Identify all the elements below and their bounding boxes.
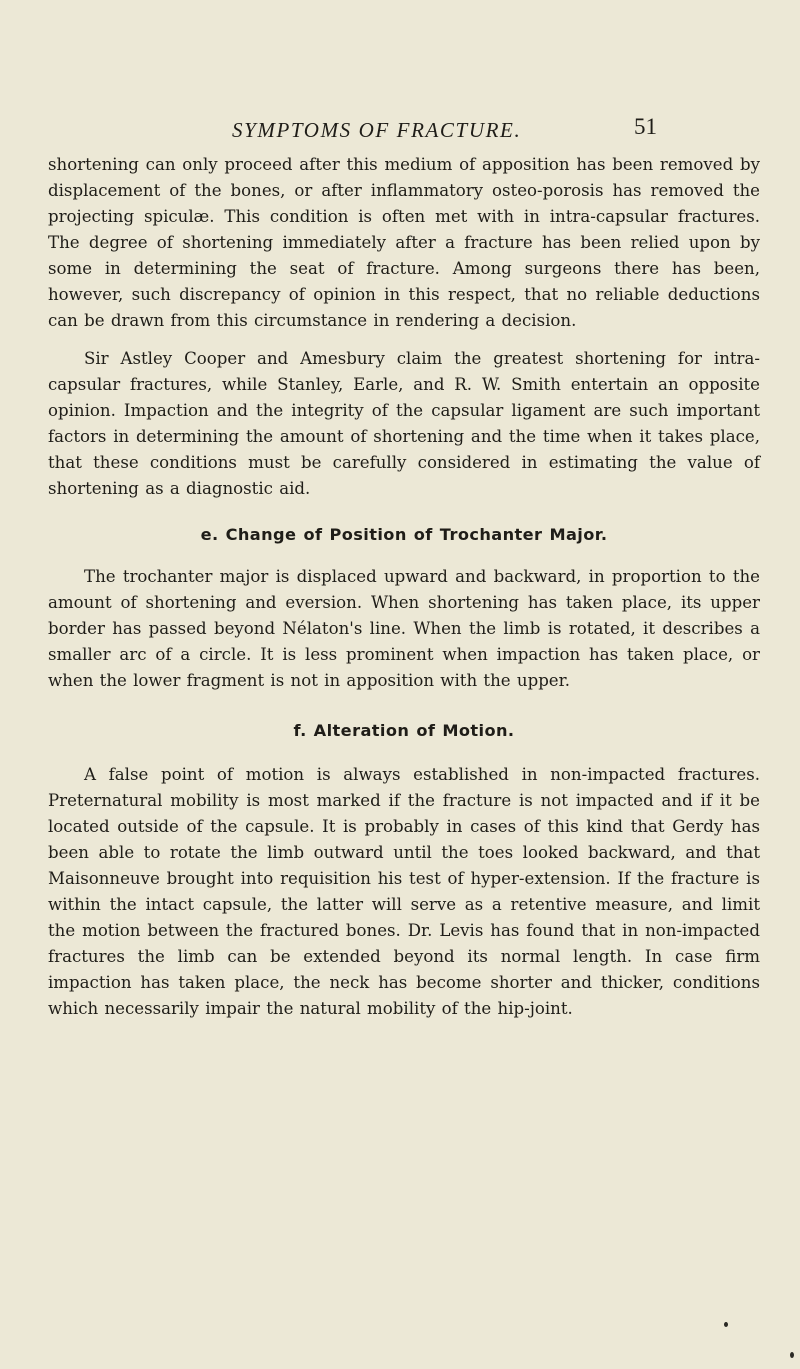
ink-speck xyxy=(724,1322,728,1327)
ink-speck xyxy=(790,1352,794,1358)
page-number: 51 xyxy=(634,114,657,139)
section-heading: f. Alteration of Motion. xyxy=(293,721,515,740)
paragraph: The trochanter major is displaced upward and backward, in proportion to the amount of shortening and eversion. When shortening has taken place, its upper border has passed beyond Nélaton's line. When the limb is rotated, it describes a smaller arc of a circle. It is less prominent when impaction has taken place, or when the lower fragment is not in apposition with the upper. xyxy=(48,567,760,690)
running-head: SYMPTOMS OF FRACTURE. xyxy=(232,118,522,142)
section-heading: e. Change of Position of Trochanter Major. xyxy=(200,525,608,544)
paragraph: shortening can only proceed after this medium of apposition has been removed by displacement of the bones, or after inflammatory osteo-porosis has removed the projecting spiculæ. This condition is often met with in intra-capsular fractures. The degree of shortening immediately after a fracture has been relied upon by some in determining the seat of fracture. Among surgeons there has been, however, such discrepancy of opinion in this respect, that no reliable deductions can be drawn from this circumstance in rendering a decision. xyxy=(48,155,760,330)
body-text xyxy=(48,152,760,1022)
paragraph: Sir Astley Cooper and Amesbury claim the greatest shortening for intra-capsular fractures, while Stanley, Earle, and R. W. Smith entertain an opposite opinion. Impaction and the integrity of the capsular ligament are such important factors in determining the amount of shortening and the time when it takes place, that these conditions must be carefully considered in estimating the value of shortening as a diagnostic aid. xyxy=(48,349,760,498)
paragraph: A false point of motion is always established in non-impacted fractures. Preternatural mobility is most marked if the fracture is not impacted and if it be located outside of the capsule. It is probably in cases of this kind that Gerdy has been able to rotate the limb outward until the toes looked backward, and that Maisonneuve brought into requisition his test of hyper-extension. If the fracture is within the intact capsule, the latter will serve as a retentive measure, and limit the motion between the fractured bones. Dr. Levis has found that in non-impacted fractures the limb can be extended beyond its normal length. In case firm impaction has taken place, the neck has become shorter and thicker, conditions which necessarily impair the natural mobility of the hip-joint. xyxy=(48,765,760,1018)
